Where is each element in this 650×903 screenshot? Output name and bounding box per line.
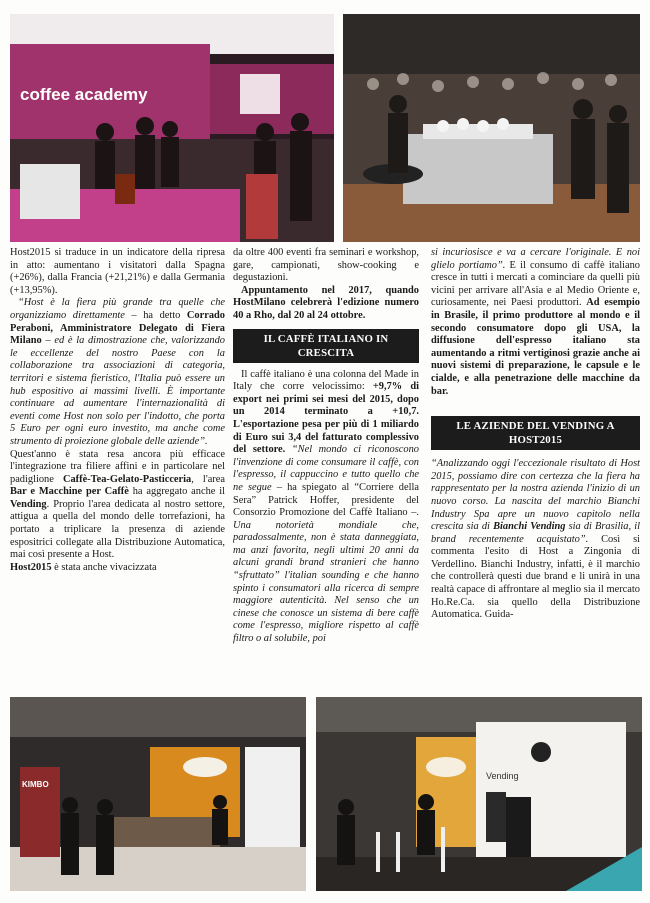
paragraph-consumption-growth xyxy=(431,247,640,398)
vending-term: Vending xyxy=(10,498,47,510)
text-column-1 xyxy=(10,247,225,689)
bianchi-quote-1: “Analizzando oggi l'eccezionale risultato di Host 2015, possiamo dire con certezza che la fiera ha rappresentato per la nostra azienda l'inizio di un nuovo corso. La nascita del marchio Bianchi Industry Spa apre un nuovo capitolo nella crescita sia di xyxy=(431,458,640,533)
brasile-text: Ad esempio in Brasile, il primo produttore al mondo e il secondo consumatore dopo gli USA, la diffusione dell'espresso italiano sta aumentando a ritmi vertiginosi grazie anche ai nuovi sistemi di preparazione, le capsule e le cialde, e alla penetrazione delle macchine da bar. xyxy=(431,297,640,397)
photo-coffee-academy-booth xyxy=(10,14,334,242)
paragraph-bianchi-industry xyxy=(431,458,640,622)
host2015-term-2: Host2015 xyxy=(10,561,52,573)
hoffer-attribution: – ha spiegato al “Corriere della Sera” Patrick Hoffer, presidente del Consorzio Promozione del Caffè Italiano –. xyxy=(233,481,419,519)
quote-attribution-2: – xyxy=(41,335,55,347)
consumption-text: E il consumo di caffè italiano cresce in tutti i mercati a cominciare da quelli più vicini per arrivare all'Asia e al Medio Oriente e, curiosamente, nei Paesi produttori. xyxy=(431,259,640,309)
paragraph-caffe-export xyxy=(233,369,419,646)
photo-espresso-machine-crowd xyxy=(343,14,640,242)
section-heading-aziende-vending: LE AZIENDE DEL VENDING A HOST2015 xyxy=(431,416,640,450)
coffee-academy-illustration xyxy=(10,14,334,242)
bianchi-commentary: Così si commenta l'esito di Host a Zingonia di Verdellino. Bianchi Industry, infatti, è il marchio che controllerà questi due brand e li unirà in una realtà capace di affrontare al meglio sia il mercato Ho.Re.Ca. sia quello della Distribuzione Automatica. Guida- xyxy=(431,533,640,621)
quote-attribution-1: – ha detto xyxy=(124,309,187,321)
integration-text-4: . Proprio l'area dedicata al nostro settore, attigua a quella del mondo delle torrefazioni, ha portato a triplicare la presenza di aziende espositrici collegate alla Distribuzione Automatica, mai così presente a Host. xyxy=(10,498,225,561)
pavilion-name: Caffè-Tea-Gelato-Pasticceria xyxy=(62,473,192,485)
kimbo-sign: KIMBO xyxy=(22,780,49,789)
booth-right-illustration xyxy=(316,697,642,891)
text-column-3 xyxy=(431,247,640,689)
host2015-term: Host2015 xyxy=(10,247,51,258)
coffee-academy-sign: coffee academy xyxy=(20,85,148,104)
integration-text-3: ha aggregato anche il xyxy=(128,486,225,498)
photo-vending-booth-right xyxy=(316,697,642,891)
events-intro-text: è stata anche vivacizzata xyxy=(51,561,157,573)
booth-left-illustration xyxy=(10,697,306,891)
export-figures: +9,7% di export nei primi sei mesi del 2015, dopo un 2014 terminato a +10,7. L'esportazione pesa per più di 1 miliardo di Euro sui 3,4 del fatturato complessivo del settore. xyxy=(233,381,419,456)
section-heading-caffe-italiano: IL CAFFÈ ITALIANO IN CRESCITA xyxy=(233,329,419,363)
original-quote-end: si incuriosisce e va a cercare l'originale. E noi glielo portiamo”. xyxy=(431,247,640,271)
paragraph-peraboni-quote xyxy=(10,297,225,448)
integration-text-2: , l'area xyxy=(191,473,225,485)
peraboni-name: Corrado Peraboni, Amministratore Delegato di Fiera Milano xyxy=(10,309,225,347)
paragraph-host2015-indicator xyxy=(10,247,225,297)
paragraph-events-count: da oltre 400 eventi fra seminari e workshop, gare, campionati, show-cooking e degustazioni. xyxy=(233,247,419,284)
paragraph-appointment-2017: Appuntamento nel 2017, quando HostMilano celebrerà l'edizione numero 40 a Rho, dal 20 al 24 ottobre. xyxy=(233,284,419,321)
quote-part-2: ed è la dimostrazione che, valorizzando le eccellenze del nostro Paese con la collaborazione tra associazioni di categoria, territori e sistema fieristico, l'Italia può essere un hub espositivo ai massimi livelli. È importante continuare ad aumentare l'internazionalità di eventi come Host non solo per l'indotto, che porta 5 Euro per ogni euro investito, ma anche come strumento di proiezione globale delle aziende”. xyxy=(10,335,225,447)
vending-sign: Vending xyxy=(486,771,519,781)
hoffer-quote-1: “Nel mondo ci riconoscono l'invenzione di come consumare il caffè, con l'espresso, il cappuccino e tutto quello che ne segue xyxy=(233,444,419,493)
bar-machines-term: Bar e Macchine per Caffè xyxy=(10,486,129,498)
text-column-2 xyxy=(233,247,419,689)
export-intro: Il caffè italiano è una colonna del Made in Italy che corre velocissimo: xyxy=(233,368,419,393)
photo-vending-booth-left xyxy=(10,697,306,891)
bianchi-quote-2: sia di Brasilia, il brand recentemente acquistato”. xyxy=(431,521,640,545)
paragraph-host2015-events xyxy=(10,562,225,575)
visitor-growth-text: si traduce in un indicatore della ripresa in atto: aumentano i visitatori dalla Spagna (+26%), dalla Francia (+21,21%) e dalla Germania (+13,95%). xyxy=(10,247,225,296)
paragraph-integration xyxy=(10,449,225,562)
espresso-crowd-illustration xyxy=(343,14,640,242)
quote-part-1: “Host è la fiera più grande tra quelle che organizziamo direttamente xyxy=(10,297,225,321)
bianchi-vending-term: Bianchi Vending xyxy=(493,521,566,533)
hoffer-quote-2: Una notorietà mondiale che, paradossalmente, non è stata danneggiata, ma anzi favorita, negli ultimi 20 anni da alcuni grandi brand stranieri che hanno “sfruttato” l'italian sounding e che hanno spinto i consumatori alla ricerca di sempre maggiore autenticità. Nel senso che un cinese che conosce un sistema di bere caffè come l'espresso, migliore rispetto al caffè filtro o al solubile, poi xyxy=(233,519,419,645)
integration-text: Quest'anno è stata resa ancora più efficace l'integrazione tra filiere affini e in particolare nel padiglione xyxy=(10,448,225,485)
